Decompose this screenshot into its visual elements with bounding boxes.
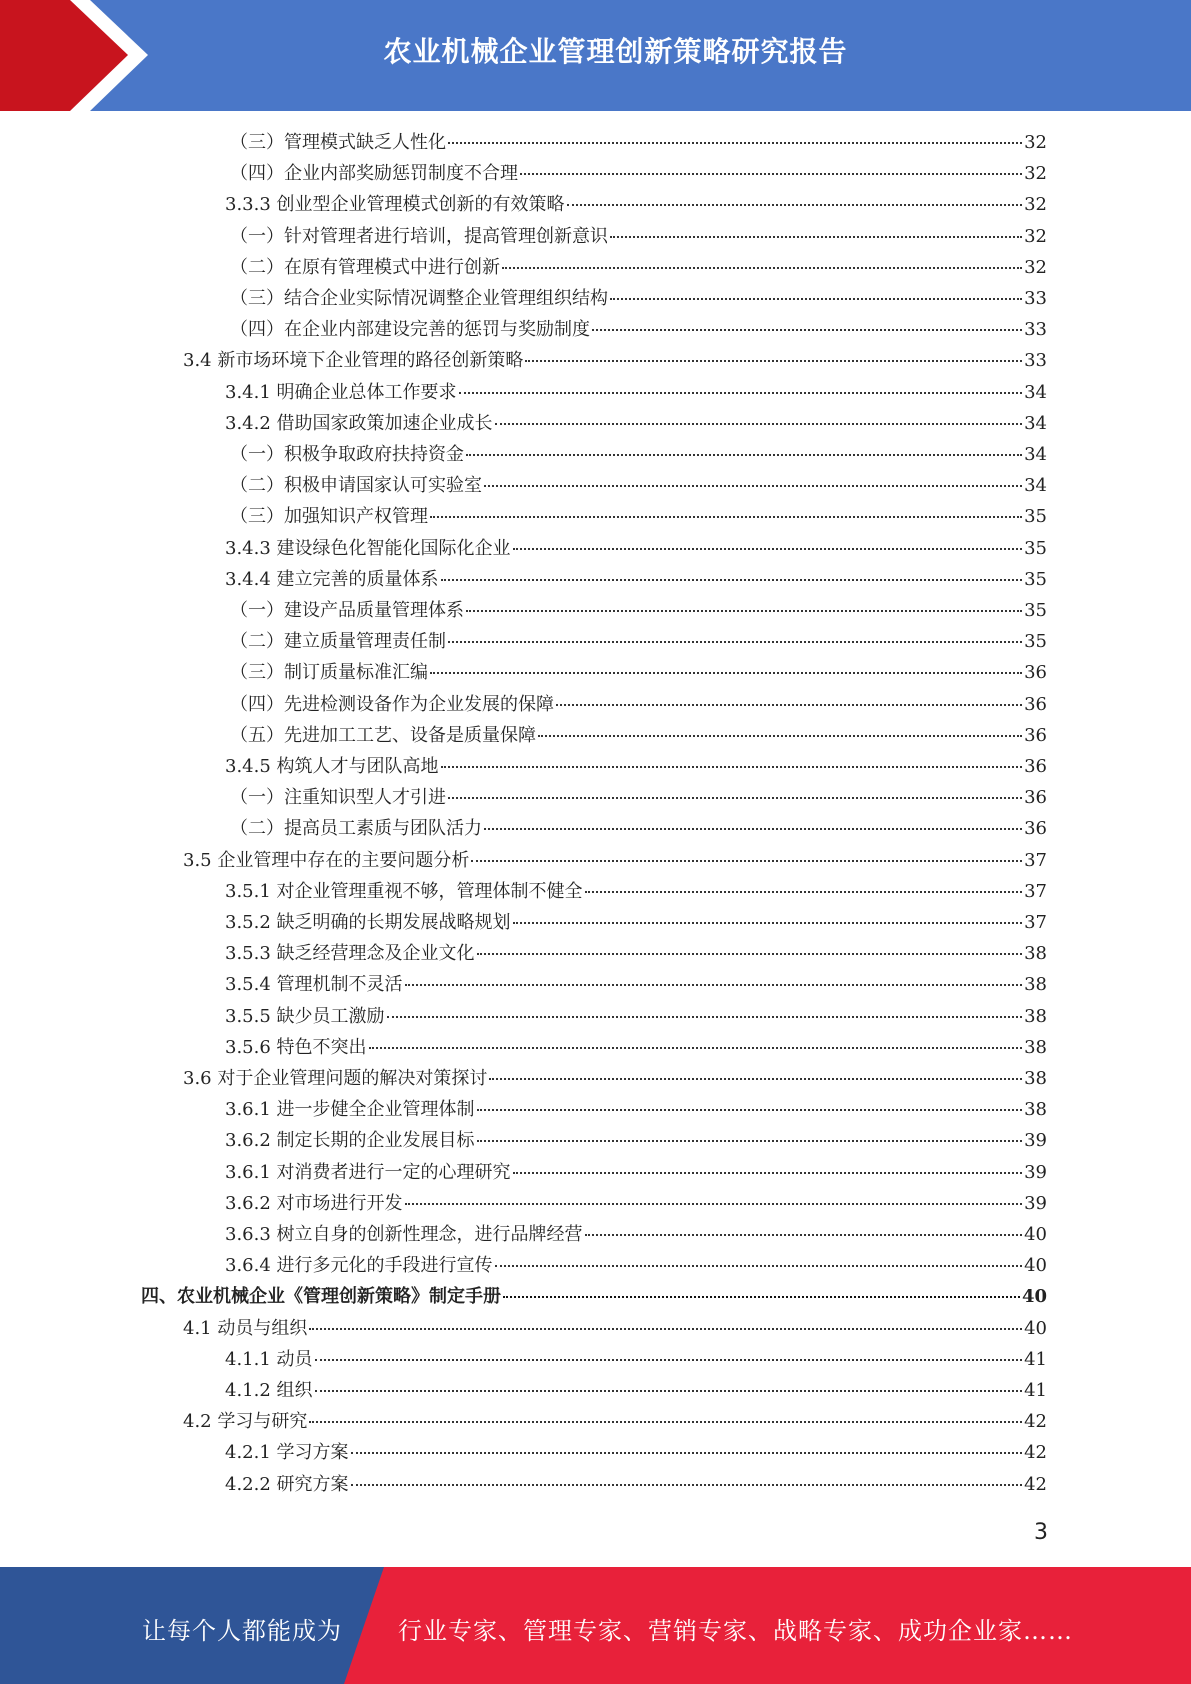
toc-entry-page: 33	[1024, 350, 1047, 372]
toc-entry[interactable]	[230, 470, 1047, 501]
toc-dot-leader	[477, 952, 1023, 955]
toc-entry-title: 4.1 动员与组织	[183, 1317, 308, 1339]
toc-entry[interactable]	[225, 938, 1047, 969]
toc-entry-title: （三）结合企业实际情况调整企业管理组织结构	[230, 288, 608, 309]
toc-entry-page: 32	[1024, 132, 1047, 153]
toc-entry-page: 34	[1024, 381, 1047, 403]
toc-dot-leader	[459, 391, 1023, 394]
footer-slogan-right: 行业专家、管理专家、营销专家、战略专家、成功企业家……	[398, 1617, 1073, 1645]
toc-entry-page: 42	[1024, 1411, 1047, 1433]
toc-entry-page: 40	[1024, 1317, 1047, 1339]
toc-dot-leader	[592, 328, 1022, 331]
toc-dot-leader	[351, 1451, 1023, 1454]
toc-entry-title: （五）先进加工工艺、设备是质量保障	[230, 724, 536, 746]
toc-entry-page: 34	[1024, 412, 1047, 434]
toc-entry[interactable]	[230, 689, 1047, 720]
toc-entry[interactable]	[183, 845, 1047, 876]
toc-entry[interactable]	[230, 595, 1047, 626]
toc-entry[interactable]	[225, 1001, 1047, 1032]
toc-dot-leader	[484, 484, 1022, 487]
toc-dot-leader	[489, 1077, 1022, 1080]
toc-dot-leader	[430, 515, 1022, 518]
document-title: 农业机械企业管理创新策略研究报告	[383, 35, 848, 68]
toc-entry-title: （一）针对管理者进行培训，提高管理创新意识	[230, 225, 608, 247]
toc-dot-leader	[448, 141, 1022, 144]
toc-dot-leader	[513, 1171, 1023, 1174]
toc-entry-title: （四）先进检测设备作为企业发展的保障	[230, 693, 554, 715]
toc-entry[interactable]	[225, 533, 1047, 564]
toc-entry-page: 35	[1024, 537, 1047, 559]
toc-entry-page: 37	[1024, 880, 1047, 902]
toc-dot-leader	[556, 703, 1022, 706]
toc-entry-page: 32	[1024, 225, 1047, 247]
toc-entry-title: （四）企业内部奖励惩罚制度不合理	[230, 163, 518, 185]
toc-entry-title: 4.2.2 研究方案	[225, 1473, 349, 1495]
toc-entry-title: （二）积极申请国家认可实验室	[230, 475, 482, 497]
toc-dot-leader	[520, 172, 1022, 175]
toc-entry[interactable]	[230, 439, 1047, 470]
toc-entry-page: 38	[1024, 1068, 1047, 1089]
toc-entry-page: 36	[1024, 693, 1047, 715]
toc-entry-title: 3.5.1 对企业管理重视不够，管理体制不健全	[225, 880, 583, 902]
toc-entry-title: 3.6.2 对市场进行开发	[225, 1192, 403, 1214]
toc-entry-title: 四、农业机械企业《管理创新策略》制定手册	[141, 1286, 501, 1308]
toc-entry-page: 39	[1024, 1192, 1047, 1214]
toc-entry-title: 3.6.1 进一步健全企业管理体制	[225, 1099, 475, 1121]
toc-entry[interactable]	[230, 127, 1047, 158]
toc-entry-page: 36	[1024, 787, 1047, 809]
toc-entry-page: 32	[1024, 194, 1047, 216]
toc-entry-page: 39	[1024, 1130, 1047, 1152]
toc-dot-leader	[351, 1483, 1023, 1486]
toc-entry-page: 42	[1024, 1473, 1047, 1495]
toc-entry[interactable]	[225, 751, 1047, 782]
toc-entry-title: 4.1.1 动员	[225, 1348, 313, 1370]
toc-dot-leader	[448, 640, 1022, 643]
toc-entry[interactable]	[230, 501, 1047, 532]
toc-entry[interactable]	[183, 345, 1047, 376]
toc-entry-page: 38	[1024, 1036, 1047, 1058]
toc-dot-leader	[495, 422, 1023, 425]
toc-entry-title: （二）提高员工素质与团队活力	[230, 818, 482, 840]
toc-entry-page: 35	[1024, 568, 1047, 590]
toc-entry[interactable]	[225, 1250, 1047, 1281]
toc-entry-page: 37	[1024, 912, 1047, 933]
toc-dot-leader	[448, 796, 1022, 799]
toc-entry-page: 38	[1024, 943, 1047, 965]
toc-entry-page: 33	[1024, 319, 1047, 341]
toc-dot-leader	[503, 1295, 1020, 1298]
toc-entry[interactable]	[225, 408, 1047, 439]
toc-entry-page: 36	[1024, 724, 1047, 746]
toc-entry-page: 41	[1024, 1348, 1047, 1370]
toc-dot-leader	[513, 547, 1023, 550]
toc-dot-leader	[477, 1108, 1023, 1111]
toc-entry-title: 3.4.4 建立完善的质量体系	[225, 568, 439, 590]
toc-entry-title: 3.6.2 制定长期的企业发展目标	[225, 1130, 475, 1152]
toc-entry-page: 38	[1024, 1005, 1047, 1027]
toc-entry-page: 35	[1024, 600, 1047, 621]
page-number: 3	[1034, 1520, 1048, 1545]
toc-entry-page: 35	[1024, 631, 1047, 653]
toc-dot-leader	[309, 1327, 1022, 1330]
toc-entry-title: （二）建立质量管理责任制	[230, 631, 446, 653]
toc-entry-title: 3.6.4 进行多元化的手段进行宣传	[225, 1255, 493, 1277]
toc-entry-page: 38	[1024, 1099, 1047, 1121]
toc-entry-title: 4.2 学习与研究	[183, 1411, 308, 1433]
toc-entry-page: 32	[1024, 256, 1047, 278]
toc-entry-title: 3.5.5 缺少员工激励	[225, 1005, 385, 1027]
toc-dot-leader	[513, 921, 1023, 924]
toc-entry[interactable]	[225, 1094, 1047, 1125]
toc-dot-leader	[405, 983, 1023, 986]
toc-entry-page: 35	[1024, 506, 1047, 528]
toc-entry-page: 40	[1024, 1224, 1047, 1245]
toc-entry-title: 3.6 对于企业管理问题的解决对策探讨	[183, 1068, 488, 1089]
toc-entry-title: 3.4.5 构筑人才与团队高地	[225, 756, 439, 777]
toc-entry-title: 4.1.2 组织	[225, 1380, 313, 1401]
toc-entry[interactable]	[230, 158, 1047, 189]
page-footer	[0, 1567, 1191, 1684]
toc-entry-title: 3.4.3 建设绿色化智能化国际化企业	[225, 537, 511, 559]
toc-entry-page: 34	[1024, 475, 1047, 497]
toc-entry[interactable]	[225, 1469, 1047, 1500]
toc-entry-page: 36	[1024, 756, 1047, 777]
page-header	[0, 0, 1191, 111]
toc-entry[interactable]	[225, 564, 1047, 595]
toc-entry[interactable]	[230, 720, 1047, 751]
toc-entry[interactable]	[225, 1125, 1047, 1156]
toc-entry[interactable]	[230, 782, 1047, 813]
toc-dot-leader	[405, 1202, 1023, 1205]
toc-entry[interactable]	[230, 314, 1047, 345]
toc-dot-leader	[466, 609, 1022, 612]
toc-entry-page: 36	[1024, 662, 1047, 684]
toc-dot-leader	[315, 1358, 1023, 1361]
toc-entry[interactable]	[141, 1281, 1047, 1312]
toc-entry-title: （三）管理模式缺乏人性化	[230, 132, 446, 153]
toc-entry-title: （三）加强知识产权管理	[230, 506, 428, 528]
toc-dot-leader	[477, 1139, 1023, 1142]
toc-entry-title: 3.4.2 借助国家政策加速企业成长	[225, 412, 493, 434]
toc-entry[interactable]	[183, 1406, 1047, 1437]
toc-entry[interactable]	[230, 626, 1047, 657]
toc-dot-leader	[471, 859, 1022, 862]
toc-entry-page: 41	[1024, 1380, 1047, 1401]
toc-entry[interactable]	[225, 1157, 1047, 1188]
toc-dot-leader	[567, 203, 1023, 206]
toc-entry[interactable]	[230, 221, 1047, 252]
toc-entry[interactable]	[225, 1437, 1047, 1468]
toc-dot-leader	[309, 1420, 1022, 1423]
toc-entry-title: （一）积极争取政府扶持资金	[230, 444, 464, 465]
toc-dot-leader	[315, 1389, 1023, 1392]
toc-entry-page: 32	[1024, 163, 1047, 185]
toc-entry[interactable]	[225, 1188, 1047, 1219]
toc-entry-title: （四）在企业内部建设完善的惩罚与奖励制度	[230, 319, 590, 341]
toc-entry[interactable]	[230, 252, 1047, 283]
toc-dot-leader	[585, 1233, 1023, 1236]
toc-entry[interactable]	[225, 189, 1047, 220]
toc-entry-title: 3.4 新市场环境下企业管理的路径创新策略	[183, 350, 524, 372]
toc-entry[interactable]	[183, 1063, 1047, 1094]
toc-entry-title: 3.5.6 特色不突出	[225, 1036, 367, 1058]
toc-entry-page: 40	[1024, 1255, 1047, 1277]
toc-dot-leader	[387, 1015, 1023, 1018]
toc-entry-page: 37	[1024, 849, 1047, 871]
toc-entry-title: 3.4.1 明确企业总体工作要求	[225, 381, 457, 403]
toc-entry-title: 3.3.3 创业型企业管理模式创新的有效策略	[225, 194, 565, 216]
toc-entry-page: 40	[1021, 1286, 1047, 1308]
toc-entry-title: （一）注重知识型人才引进	[230, 787, 446, 809]
toc-dot-leader	[495, 1264, 1023, 1267]
toc-entry[interactable]	[225, 969, 1047, 1000]
toc-entry[interactable]	[225, 907, 1047, 938]
toc-dot-leader	[441, 578, 1023, 581]
toc-dot-leader	[525, 359, 1022, 362]
toc-dot-leader	[610, 297, 1022, 300]
toc-entry-page: 39	[1024, 1161, 1047, 1183]
toc-entry-title: （三）制订质量标准汇编	[230, 662, 428, 684]
toc-entry[interactable]	[230, 657, 1047, 688]
toc-entry-title: 3.5.4 管理机制不灵活	[225, 974, 403, 996]
toc-dot-leader	[538, 734, 1022, 737]
toc-dot-leader	[466, 453, 1022, 456]
toc-entry[interactable]	[225, 1344, 1047, 1375]
toc-entry-title: 3.5.2 缺乏明确的长期发展战略规划	[225, 912, 511, 933]
toc-entry-page: 36	[1024, 818, 1047, 840]
toc-entry-page: 38	[1024, 974, 1047, 996]
toc-entry-title: 4.2.1 学习方案	[225, 1442, 349, 1464]
toc-entry-title: 3.6.1 对消费者进行一定的心理研究	[225, 1161, 511, 1183]
toc-entry-title: 3.5 企业管理中存在的主要问题分析	[183, 849, 470, 871]
toc-dot-leader	[430, 671, 1022, 674]
toc-entry[interactable]	[225, 377, 1047, 408]
toc-dot-leader	[610, 235, 1022, 238]
toc-entry[interactable]	[225, 1032, 1047, 1063]
toc-entry[interactable]	[230, 283, 1047, 314]
toc-entry-title: （一）建设产品质量管理体系	[230, 600, 464, 621]
toc-entry-title: 3.5.3 缺乏经营理念及企业文化	[225, 943, 475, 965]
toc-entry[interactable]	[225, 876, 1047, 907]
toc-entry[interactable]	[230, 813, 1047, 844]
toc-dot-leader	[502, 266, 1022, 269]
toc-entry-title: 3.6.3 树立自身的创新性理念，进行品牌经营	[225, 1224, 583, 1245]
toc-dot-leader	[441, 765, 1023, 768]
toc-entry[interactable]	[225, 1219, 1047, 1250]
toc-entry-title: （二）在原有管理模式中进行创新	[230, 256, 500, 278]
toc-dot-leader	[484, 827, 1022, 830]
toc-entry-page: 42	[1024, 1442, 1047, 1464]
toc-entry[interactable]	[225, 1375, 1047, 1406]
toc-entry-page: 34	[1024, 444, 1047, 465]
toc-entry-page: 33	[1024, 288, 1047, 309]
toc-entry[interactable]	[183, 1313, 1047, 1344]
toc-dot-leader	[369, 1046, 1023, 1049]
footer-slogan-left: 让每个人都能成为	[142, 1617, 342, 1645]
toc-dot-leader	[585, 890, 1023, 893]
